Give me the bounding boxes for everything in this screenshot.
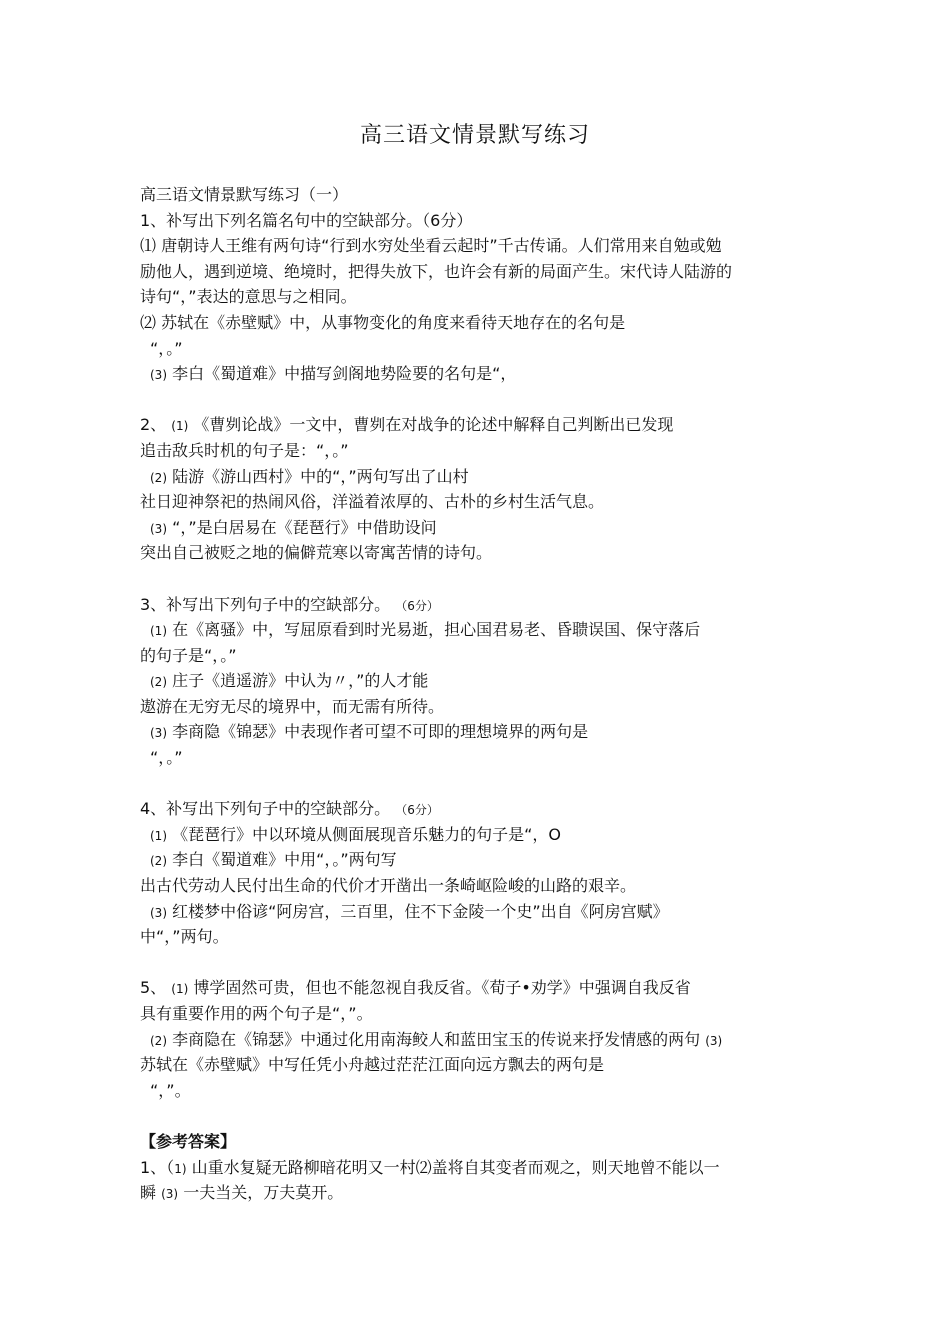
q5-part2-number: (2)	[150, 1033, 167, 1048]
answer1-line1-text: 山重水复疑无路柳暗花明又一村⑵盖将自其变者而观之，则天地曾不能以一	[186, 1157, 720, 1177]
answer1-line1	[140, 1155, 820, 1181]
document-title: 高三语文情景默写练习	[359, 123, 590, 148]
q2-part2-text: 陆游《游山西村》中的“，”两句写出了山村	[167, 466, 469, 486]
q3-part3-text: 李商隐《锦瑟》中表现作者可望不可即的理想境界的两句是	[167, 722, 589, 742]
q1-part1-line1: ⑴ 唐朝诗人王维有两句诗“行到水穷处坐看云起时”千古传诵。人们常用来自勉或勉	[140, 236, 722, 256]
q2-heading-number: 2、	[140, 415, 167, 435]
q3-part2-line2: 遨游在无穷无尽的境界中，而无需有所待。	[140, 696, 445, 716]
q2-part3-line2: 突出自己被贬之地的偏僻荒寒以寄寓苦情的诗句。	[140, 543, 493, 563]
q4-part1-text: 《琵琶行》中以环境从侧面展现音乐魅力的句子是“，O	[167, 824, 561, 844]
q1-part3-text: 李白《蜀道难》中描写剑阁地势险要的名句是“，	[167, 364, 517, 384]
answer1-part3-number: (3)	[161, 1187, 179, 1202]
section-subtitle: 高三语文情景默写练习（一）	[140, 185, 349, 204]
q4-part3-number: (3)	[150, 905, 167, 920]
q3-part3-number: (3)	[150, 726, 167, 741]
q2-part1-line2: 追击敌兵时机的句子是：“，。”	[140, 440, 349, 460]
q4-part3-line1	[140, 899, 820, 925]
q4-part2-line2: 出古代劳动人民付出生命的代价才开凿出一条崎岖险峻的山路的艰辛。	[140, 876, 637, 896]
q1-part2-line1: ⑵ 苏轼在《赤壁赋》中，从事物变化的角度来看待天地存在的名句是	[140, 312, 626, 332]
q5-part2-line1	[140, 1027, 820, 1053]
q5-part1-text: 博学固然可贵，但也不能忽视自我反省。《荀子•劝学》中强调自我反省	[188, 978, 691, 998]
q1-part1-line2: 励他人，遇到逆境、绝境时，把得失放下，也许会有新的局面产生。宋代诗人陆游的	[140, 261, 733, 281]
q3-part1-line2: 的句子是“，。”	[140, 645, 237, 665]
q2-part3-text: “，”是白居易在《琵琶行》中借助设问	[167, 517, 437, 537]
q5-part1-line1	[140, 975, 820, 1001]
q2-part3-line1	[140, 515, 820, 541]
q5-heading-number: 5、	[140, 978, 167, 998]
q5-part3-line1: 苏轼在《赤壁赋》中写任凭小舟越过茫茫江面向远方飘去的两句是	[140, 1055, 605, 1075]
q2-part1-number: (1)	[171, 419, 189, 434]
q1-part3-line1	[140, 361, 820, 387]
q4-part2-line1	[140, 847, 820, 873]
q1-part3-number: (3)	[150, 368, 167, 383]
q3-part2-line1	[140, 668, 820, 694]
q2-part1-text: 《曹刿论战》一文中，曹刿在对战争的论述中解释自己判断出已发现	[188, 415, 674, 435]
q2-part2-number: (2)	[150, 470, 167, 485]
q5-part3-line2: “，”。	[150, 1080, 191, 1100]
q3-part1-line1	[140, 617, 820, 643]
q5-part1-line2: 具有重要作用的两个句子是“，”。	[140, 1004, 373, 1023]
q1-part2-line2: “，。”	[150, 338, 183, 358]
q4-part1-line1	[140, 822, 820, 848]
q3-part2-number: (2)	[150, 675, 167, 690]
q5-part3-number: (3)	[705, 1033, 723, 1048]
answer1-part1-number: 1)	[174, 1161, 187, 1176]
q5-part2-text: 李商隐在《锦瑟》中通过化用南海鲛人和蓝田宝玉的传说来抒发情感的两句	[167, 1029, 701, 1049]
q4-part3-line2: 中“，”两句。	[140, 927, 229, 947]
q3-part3-line2: “，。”	[150, 748, 183, 768]
q4-part1-number: (1)	[150, 828, 167, 843]
answer1-prefix: 1、（	[140, 1157, 175, 1177]
answer1-line2-text: 一夫当关，万夫莫开。	[178, 1183, 344, 1203]
q4-heading-text: 4、补写出下列句子中的空缺部分。	[140, 799, 391, 819]
q3-heading	[140, 592, 820, 618]
q5-part1-number: (1)	[171, 982, 189, 997]
answer1-line2	[140, 1180, 820, 1206]
document-body	[140, 182, 820, 1206]
q1-part1-line3: 诗句“，”表达的意思与之相同。	[140, 287, 357, 307]
q3-part1-number: (1)	[150, 624, 167, 639]
q3-part3-line1	[140, 719, 820, 745]
q3-heading-text: 3、补写出下列句子中的空缺部分。	[140, 594, 391, 614]
q3-part1-text: 在《离骚》中，写屈原看到时光易逝，担心国君易老、昏聩误国、保守落后	[167, 620, 701, 640]
q2-part1-line1	[140, 412, 820, 438]
q4-part2-text: 李白《蜀道难》中用“，。”两句写	[167, 850, 397, 870]
q2-part2-line2: 社日迎神祭祀的热闹风俗，洋溢着浓厚的、古朴的乡村生活气息。	[140, 492, 605, 512]
q4-part3-text: 红楼梦中俗谚“阿房宫，三百里，住不下金陵一个史”出自《阿房宫赋》	[167, 901, 669, 921]
answer1-line2-start: 瞬	[140, 1183, 157, 1203]
q2-part3-number: (3)	[150, 521, 167, 536]
q2-part2-line1	[140, 464, 820, 490]
q3-heading-score: （6分）	[395, 598, 439, 613]
q4-heading-score: （6分）	[395, 803, 439, 818]
q4-heading	[140, 796, 820, 822]
q3-part2-text: 庄子《逍遥游》中认为〃，”的人才能	[167, 671, 429, 691]
q1-heading: 1、补写出下列名篇名句中的空缺部分。（6分）	[140, 210, 473, 230]
q4-part2-number: (2)	[150, 854, 167, 869]
answers-heading: 【参考答案】	[140, 1131, 237, 1151]
